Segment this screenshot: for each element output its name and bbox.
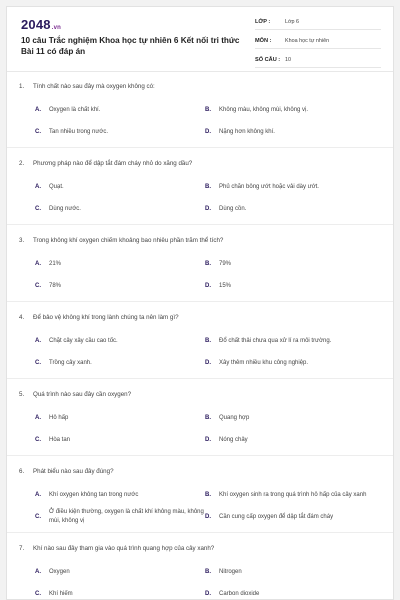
option-text: Hô hấp: [49, 414, 69, 421]
question-text: Phát biểu nào sau đây đúng?: [33, 468, 114, 475]
question-number: 4.: [19, 314, 25, 321]
answer-options: [19, 330, 381, 378]
option-text: 21%: [49, 260, 62, 267]
answer-option[interactable]: [205, 99, 375, 121]
option-letter: A.: [35, 415, 41, 421]
option-letter: B.: [205, 569, 211, 575]
answer-options: [19, 99, 381, 147]
option-letter: B.: [205, 338, 211, 344]
question-header: [19, 71, 381, 99]
answer-options: [19, 484, 381, 532]
answer-option[interactable]: [205, 429, 375, 451]
question-number: 2.: [19, 160, 25, 167]
question-header: [19, 148, 381, 176]
option-letter: D.: [205, 360, 211, 366]
question-item: [7, 71, 393, 148]
option-letter: A.: [35, 261, 41, 267]
option-letter: C.: [35, 437, 41, 443]
option-text: Phủ chăn bông ướt hoặc vải dày ướt.: [219, 183, 319, 190]
option-letter: D.: [205, 437, 211, 443]
option-text: 78%: [49, 282, 62, 289]
meta-value: Khoa học tự nhiên: [285, 38, 330, 44]
meta-label: MÔN :: [255, 38, 272, 44]
answer-option[interactable]: [35, 176, 205, 198]
option-letter: C.: [35, 206, 41, 212]
option-text: Quạt.: [49, 183, 64, 190]
question-text: Khí nào sau đây tham gia vào quá trình quang hợp của cây xanh?: [33, 545, 215, 552]
option-text: Xây thêm nhiều khu công nghiệp.: [219, 359, 309, 366]
option-letter: D.: [205, 591, 211, 597]
question-header: [19, 379, 381, 407]
option-letter: B.: [205, 261, 211, 267]
meta-value: Lớp 6: [285, 19, 300, 25]
answer-option[interactable]: [205, 407, 375, 429]
answer-options: [19, 253, 381, 301]
question-number: 6.: [19, 468, 25, 475]
option-text: Carbon dioxide: [219, 590, 260, 597]
meta-panel: [255, 15, 381, 72]
meta-value: 10: [285, 57, 291, 63]
page-title: 10 câu Trắc nghiệm Khoa học tự nhiên 6 Kết nối tri thức Bài 11 có đáp án: [21, 36, 240, 56]
option-text: 15%: [219, 282, 232, 289]
answer-option[interactable]: [35, 429, 205, 451]
answer-option[interactable]: [205, 561, 375, 583]
worksheet: [6, 6, 394, 600]
option-text: Dùng cồn.: [219, 205, 247, 212]
meta-row: [255, 34, 381, 49]
question-text: Quá trình nào sau đây cần oxygen?: [33, 391, 132, 398]
question-item: [7, 379, 393, 456]
answer-option[interactable]: [35, 583, 205, 600]
option-letter: A.: [35, 569, 41, 575]
answer-option[interactable]: [205, 352, 375, 374]
question-item: [7, 456, 393, 533]
brand-logo[interactable]: [21, 17, 61, 32]
question-number: 5.: [19, 391, 25, 398]
answer-option[interactable]: [205, 275, 375, 297]
option-letter: B.: [205, 184, 211, 190]
answer-option[interactable]: [35, 561, 205, 583]
question-header: [19, 225, 381, 253]
question-item: [7, 148, 393, 225]
answer-option[interactable]: [35, 352, 205, 374]
option-text: Quang hợp: [219, 414, 250, 421]
answer-option[interactable]: [205, 121, 375, 143]
option-text: Khí oxygen không tan trong nước: [49, 491, 139, 498]
option-letter: A.: [35, 492, 41, 498]
answer-option[interactable]: [35, 198, 205, 220]
option-text: Hòa tan: [49, 436, 71, 443]
answer-option[interactable]: [35, 99, 205, 121]
answer-option[interactable]: [35, 121, 205, 143]
option-letter: A.: [35, 107, 41, 113]
answer-option[interactable]: [35, 484, 205, 506]
question-item: [7, 225, 393, 302]
answer-option[interactable]: [205, 330, 375, 352]
meta-label: SỐ CÂU :: [255, 57, 281, 63]
option-text: Không màu, không mùi, không vị.: [219, 106, 309, 113]
question-item: [7, 302, 393, 379]
answer-option[interactable]: [205, 583, 375, 600]
question-item: [7, 533, 393, 600]
question-header: [19, 533, 381, 561]
question-number: 7.: [19, 545, 25, 552]
question-header: [19, 456, 381, 484]
meta-row: [255, 53, 381, 68]
answer-option[interactable]: [205, 506, 375, 528]
answer-option[interactable]: [35, 506, 205, 528]
option-letter: D.: [205, 206, 211, 212]
answer-option[interactable]: [35, 253, 205, 275]
option-letter: A.: [35, 184, 41, 190]
option-text: Nặng hơn không khí.: [219, 128, 275, 135]
answer-option[interactable]: [35, 330, 205, 352]
option-letter: C.: [35, 283, 41, 289]
answer-option[interactable]: [205, 484, 375, 506]
option-text: Nitrogen: [219, 568, 242, 575]
option-letter: C.: [35, 360, 41, 366]
answer-option[interactable]: [35, 407, 205, 429]
question-number: 1.: [19, 83, 25, 90]
option-text: Tan nhiều trong nước.: [49, 128, 108, 135]
option-letter: D.: [205, 283, 211, 289]
option-letter: C.: [35, 514, 41, 520]
option-text: Trồng cây xanh.: [49, 359, 92, 366]
answer-option[interactable]: [35, 275, 205, 297]
question-text: Tính chất nào sau đây mà oxygen không có:: [33, 83, 155, 90]
option-letter: C.: [35, 129, 41, 135]
answer-option[interactable]: [205, 198, 375, 220]
option-letter: B.: [205, 415, 211, 421]
option-letter: A.: [35, 338, 41, 344]
question-list: [7, 71, 393, 600]
question-header: [19, 302, 381, 330]
option-letter: B.: [205, 107, 211, 113]
option-text: Chặt cây xây cầu cao tốc.: [49, 337, 118, 344]
option-text: 79%: [219, 260, 232, 267]
brand-suffix: .vn: [51, 25, 62, 31]
option-letter: B.: [205, 492, 211, 498]
option-text: Oxygen là chất khí.: [49, 106, 101, 113]
option-text: Nóng chảy: [219, 436, 248, 443]
option-letter: D.: [205, 129, 211, 135]
meta-label: LỚP :: [255, 19, 271, 25]
option-text: Đổ chất thải chưa qua xử lí ra môi trường.: [219, 337, 332, 344]
question-text: Phương pháp nào để dập tắt đám cháy nhỏ do xăng dầu?: [33, 160, 193, 167]
answer-options: [19, 561, 381, 600]
option-text: Ở điều kiện thường, oxygen là chất khí không màu, không mùi, không vị: [49, 509, 204, 524]
question-number: 3.: [19, 237, 25, 244]
answer-options: [19, 407, 381, 455]
brand-name: 2048: [21, 17, 51, 32]
option-text: Khí oxygen sinh ra trong quá trình hô hấp của cây xanh: [219, 491, 367, 498]
answer-option[interactable]: [205, 253, 375, 275]
question-text: Trong không khí oxygen chiếm khoảng bao nhiêu phần trăm thể tích?: [33, 237, 224, 244]
worksheet-header: [7, 7, 393, 71]
option-text: Cần cung cấp oxygen để dập tắt đám cháy: [219, 513, 334, 520]
option-letter: D.: [205, 514, 211, 520]
option-text: Dùng nước.: [49, 205, 81, 212]
question-text: Để bảo vệ không khí trong lành chúng ta nên làm gì?: [33, 314, 179, 321]
answer-options: [19, 176, 381, 224]
option-letter: C.: [35, 591, 41, 597]
answer-option[interactable]: [205, 176, 375, 198]
option-text: Khí hiếm: [49, 590, 73, 597]
option-text: Oxygen: [49, 568, 70, 575]
meta-row: [255, 15, 381, 30]
